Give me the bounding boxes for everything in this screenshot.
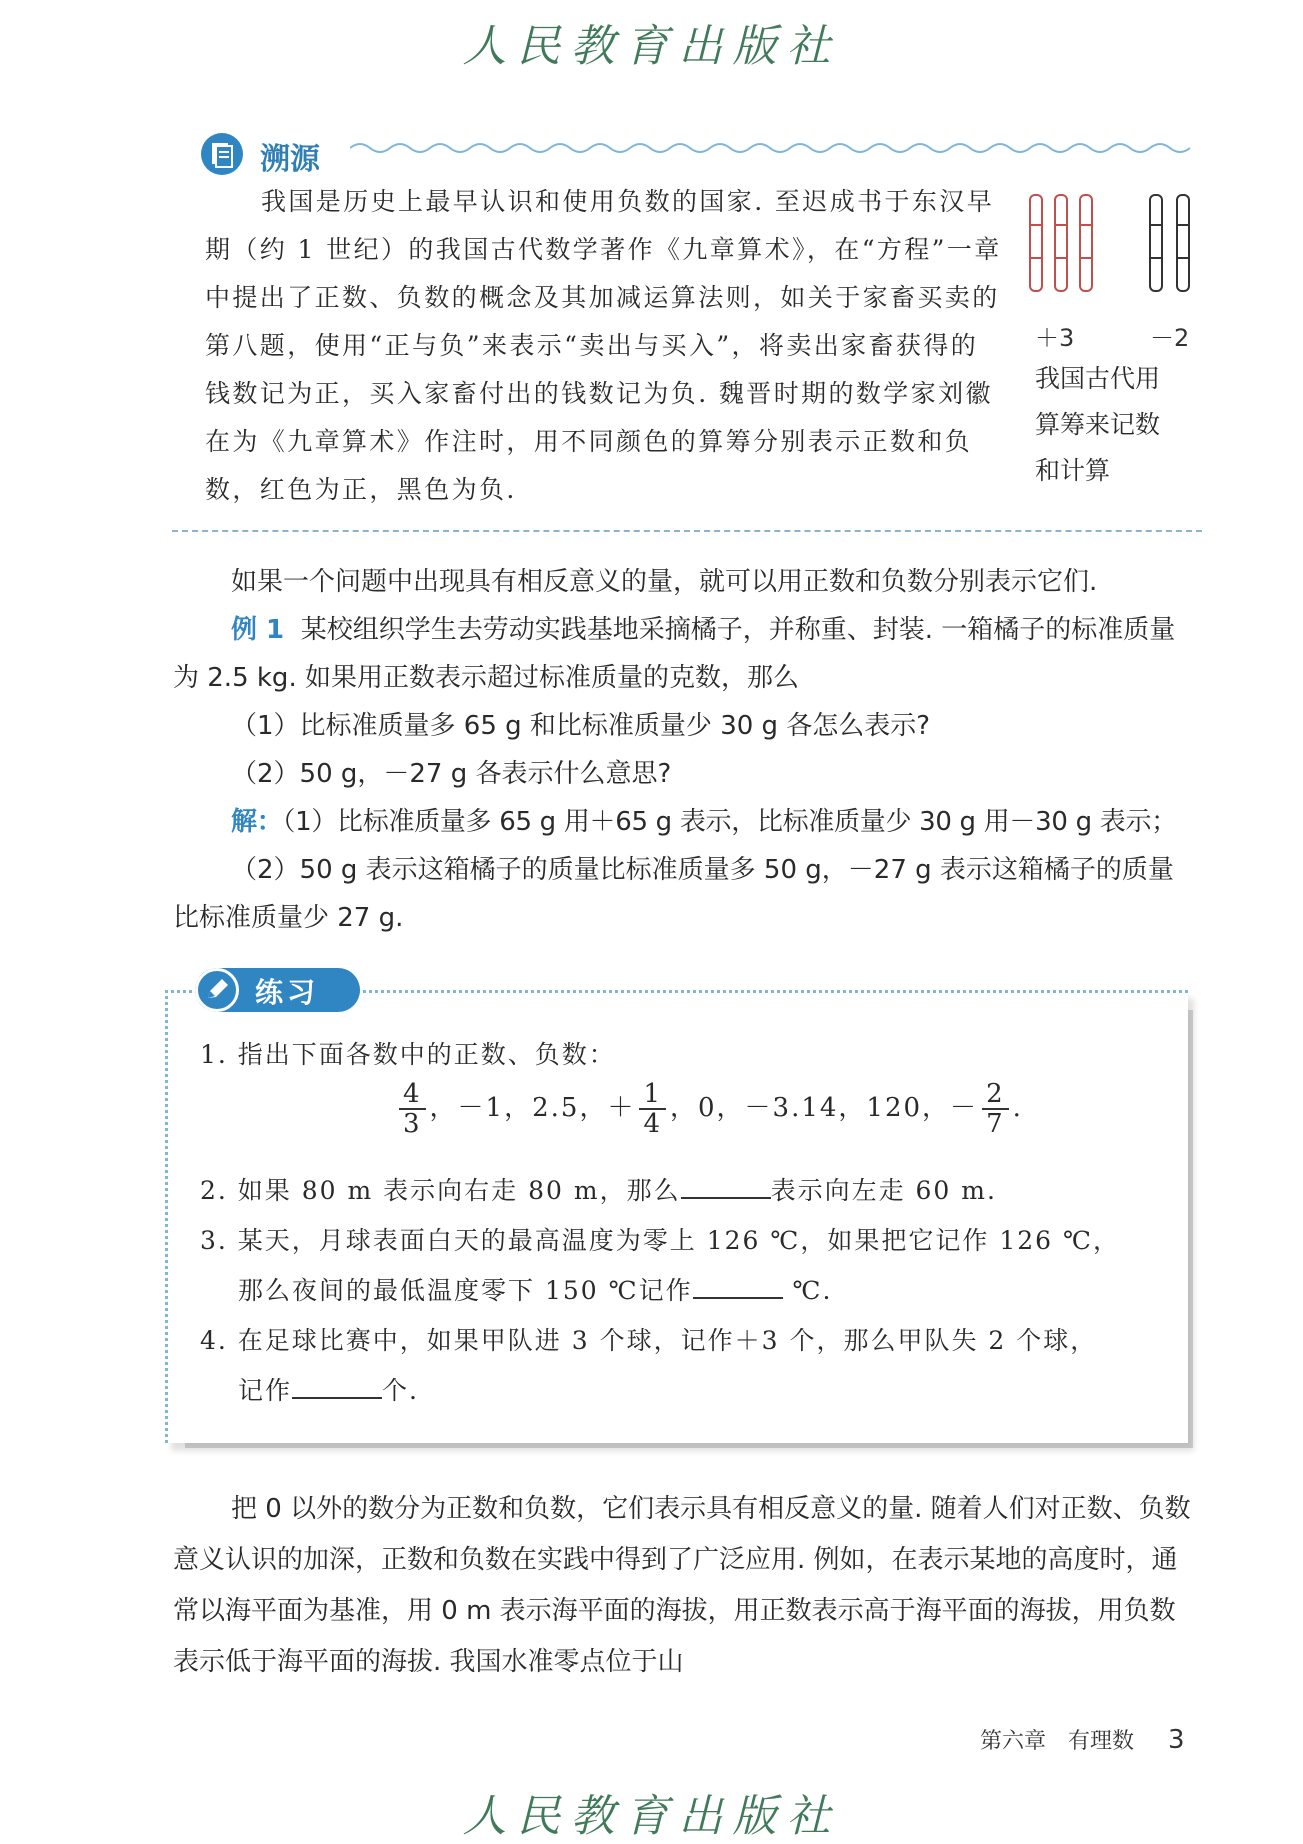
wave-divider — [350, 140, 1200, 156]
intro-paragraph: 如果一个问题中出现具有相反意义的量，就可以用正数和负数分别表示它们. — [231, 567, 1098, 597]
publisher-banner-bottom: 人民教育出版社 — [462, 1791, 841, 1842]
rods-caption: 我国古代用算筹来记数和计算 — [1035, 364, 1161, 485]
fraction-2-7: $\frac{2}{7}$ — [982, 1080, 1009, 1138]
trace-text: 我国是历史上最早认识和使用负数的国家. 至迟成书于东汉早期（约 1 世纪）的我国古代数学著作《九章算术》，在“方程”一章中提出了正数、负数的概念及其加减运算法则，如关于家畜买卖的第八题，使用“正与负”来表示“卖出与买入”，将卖出家畜获得的钱数记为正，买入家畜付出的钱数记为负. 魏晋时期的数学家刘徽在为《九章算术》作注时，用不同颜色的算筹分别表示正数和负数，红色为正，黑色为负. — [205, 187, 1002, 504]
chapter-label: 第六章 有理数 — [980, 1729, 1135, 1754]
answer-blank-q2[interactable] — [681, 1175, 771, 1199]
practice-q1-numbers — [395, 1080, 1303, 1138]
page-number: 3 — [1168, 1725, 1185, 1755]
fraction-1-4: $\frac{1}{4}$ — [639, 1080, 666, 1138]
trace-paragraph — [205, 178, 1005, 514]
trace-bottom-divider — [172, 530, 1202, 532]
q4-text-c: 个. — [382, 1376, 419, 1405]
practice-q3-line1: 3. 某天，月球表面白天的最高温度为零上 126 ℃，如果把它记作 126 ℃， — [200, 1226, 1120, 1255]
book-icon — [200, 132, 244, 176]
example-question-2: （2）50 g，－27 g 各表示什么意思? — [231, 759, 672, 789]
solution-label: 解： — [231, 807, 283, 837]
example-question-1: （1）比标准质量多 65 g 和比标准质量少 30 g 各怎么表示? — [231, 711, 931, 741]
practice-q2 — [200, 1166, 1180, 1216]
answer-blank-q4[interactable] — [292, 1375, 382, 1399]
example-label: 例 1 — [231, 615, 285, 645]
example-1 — [173, 606, 1193, 702]
pencil-icon — [195, 968, 239, 1012]
q3-text-c: ℃. — [792, 1276, 833, 1305]
pencil-icon-glyph — [198, 971, 236, 1009]
practice-tab — [195, 968, 360, 1012]
fraction-4-3: $\frac{4}{3}$ — [399, 1080, 426, 1138]
publisher-banner-top: 人民教育出版社 — [462, 21, 841, 72]
answer-blank-q3[interactable] — [693, 1275, 783, 1299]
rod-label-negative: －2 — [1150, 324, 1190, 352]
solution-part-2: （2）50 g 表示这箱橘子的质量比标准质量多 50 g，－27 g 表示这箱橘子的质量比标准质量少 27 g. — [173, 855, 1174, 933]
trace-title: 溯源 — [260, 142, 320, 177]
practice-q1: 1. 指出下面各数中的正数、负数： — [200, 1040, 616, 1069]
q3-text-b: 那么夜间的最低温度零下 150 ℃记作 — [238, 1276, 693, 1305]
example-text: 某校组织学生去劳动实践基地采摘橘子，并称重、封装. 一箱橘子的标准质量为 2.5 kg. 如果用正数表示超过标准质量的克数，那么 — [173, 615, 1176, 693]
q2-text-a: 2. 如果 80 m 表示向右走 80 m，那么 — [200, 1176, 681, 1205]
rod-label-positive: ＋3 — [1035, 324, 1075, 352]
solution-part-1 — [173, 798, 1193, 846]
page-footer — [980, 1724, 1185, 1755]
practice-title: 练习 — [255, 976, 320, 1009]
practice-q3-line2 — [238, 1266, 1218, 1316]
numbers-mid-2: ，0，－3.14，120，－ — [670, 1093, 979, 1123]
solution-text-1: （1）比标准质量多 65 g 用＋65 g 表示，比标准质量少 30 g 用－30 g 表示； — [282, 807, 1177, 837]
practice-q4-line2 — [238, 1366, 1218, 1416]
q4-text-b: 记作 — [238, 1376, 293, 1405]
closing-paragraph: 把 0 以外的数分为正数和负数，它们表示具有相反意义的量. 随着人们对正数、负数意义认识的加深，正数和负数在实践中得到了广泛应用. 例如，在表示某地的高度时，通常以海平面为基准，用 0 m 表示海平面的海拔，用正数表示高于海平面的海拔，用负数表示低于海平面的海拔. 我国水准零点位于山 — [173, 1494, 1191, 1677]
counting-rods-figure — [1025, 190, 1205, 300]
numbers-mid-1: ，－1，2.5，＋ — [429, 1093, 636, 1123]
practice-q4-line1: 4. 在足球比赛中，如果甲队进 3 个球，记作＋3 个，那么甲队失 2 个球， — [200, 1326, 1098, 1355]
numbers-end: . — [1012, 1093, 1023, 1123]
q2-text-b: 表示向左走 60 m. — [770, 1176, 997, 1205]
black-rods-negative-two — [1150, 195, 1189, 291]
red-rods-positive-three — [1030, 195, 1092, 291]
